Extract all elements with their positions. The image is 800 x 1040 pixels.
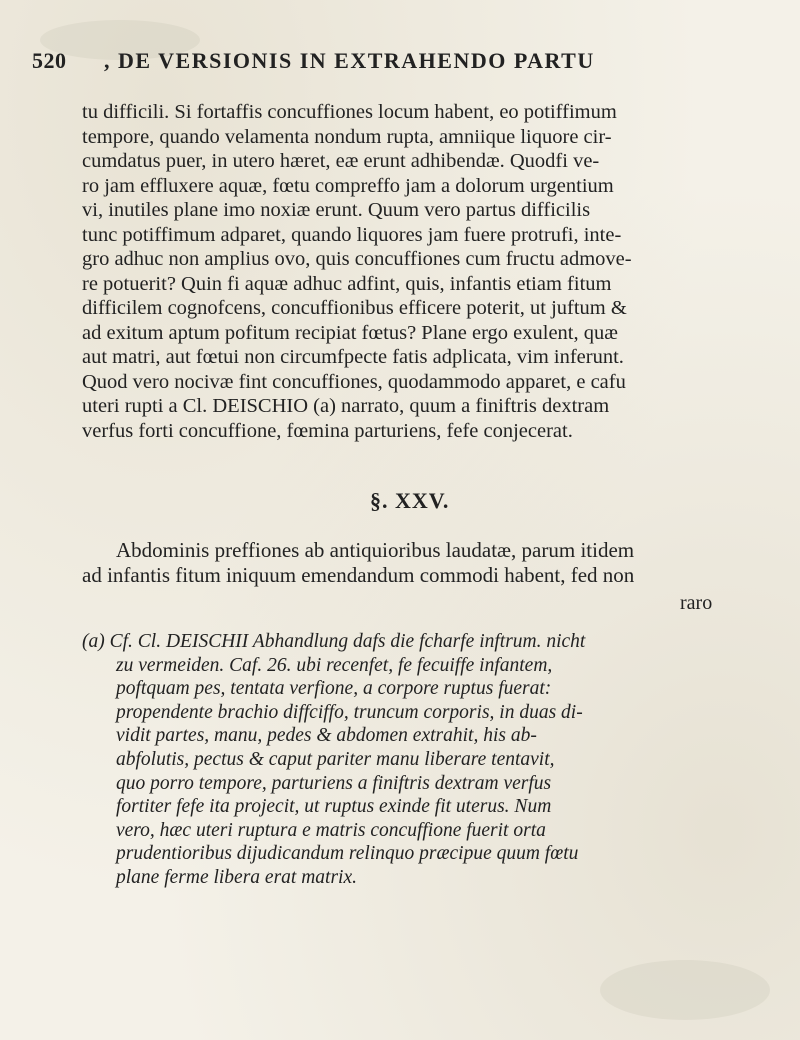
text-line: uteri rupti a Cl. DEISCHIO (a) narrato, quum a finiftris dextram (82, 395, 610, 417)
text-line: tempore, quando velamenta nondum rupta, amniique liquore cir- (82, 125, 612, 148)
text-line: cumdatus puer, in utero hæret, eæ erunt adhibendæ. Quodfi ve- (82, 150, 600, 172)
text-line: ad infantis fitum iniquum emendandum commodi habent, fed non (82, 562, 635, 587)
paper-stain (600, 960, 770, 1020)
footnote-line: fortiter fefe ita projecit, ut ruptus exinde fit uterus. Num (116, 796, 552, 818)
text-line: aut matri, aut fœtui non circumfpecte fatis adplicata, vim inferunt. (82, 346, 624, 368)
text-line: verfus forti concuffione, fœmina parturiens, fefe conjecerat. (82, 419, 573, 442)
text-line: ro jam effluxere aquæ, fœtu compreffo jam a dolorum urgentium (82, 174, 614, 197)
paragraph-section (82, 538, 762, 587)
text-line: vi, inutiles plane imo noxiæ erunt. Quum vero partus difficilis (82, 199, 591, 221)
text-line: Quod vero nocivæ fint concuffiones, quodammodo apparet, e cafu (82, 370, 626, 393)
footnote (82, 630, 762, 890)
paragraph-main (82, 100, 762, 443)
section-heading: §. XXV. (370, 488, 450, 513)
page-header (32, 48, 772, 80)
text-line: re potuerit? Quin fi aquæ adhuc adfint, quis, infantis etiam fitum (82, 272, 612, 295)
footnote-line: abfolutis, pectus & caput pariter manu liberare tentavit, (116, 748, 555, 770)
footnote-line: plane ferme libera erat matrix. (116, 866, 357, 888)
footnote-line: poftquam pes, tentata verfione, a corpore ruptus fuerat: (116, 678, 552, 700)
catchword: raro (680, 592, 713, 614)
text-line: ad exitum aptum pofitum recipiat fœtus? Plane ergo exulent, quæ (82, 321, 618, 344)
footnote-line: (a) Cf. Cl. DEISCHII Abhandlung dafs die fcharfe inftrum. nicht (82, 631, 586, 652)
footnote-line: zu vermeiden. Caf. 26. ubi recenfet, fe fecuiffe infantem, (116, 654, 553, 676)
text-line: tunc potiffimum adparet, quando liquores jam fuere protrufi, inte- (82, 223, 622, 246)
text-line: tu difficili. Si fortaffis concuffiones locum habent, eo potiffimum (82, 101, 617, 123)
footnote-line: vidit partes, manu, pedes & abdomen extrahit, his ab- (116, 725, 537, 747)
text-line: gro adhuc non amplius ovo, quis concuffiones cum fructu admove- (82, 248, 632, 270)
running-head: , DE VERSIONIS IN EXTRAHENDO PARTU (104, 48, 595, 73)
text-line: difficilem cognofcens, concuffionibus efficere poterit, ut juftum & (82, 297, 627, 319)
page-number: 520 (32, 48, 67, 73)
footnote-line: quo porro tempore, parturiens a finiftris dextram verfus (116, 772, 552, 794)
footnote-line: vero, hæc uteri ruptura e matris concuffione fuerit orta (116, 819, 546, 841)
footnote-line: prudentioribus dijudicandum relinquo præcipue quum fœtu (116, 843, 579, 865)
footnote-line: propendente brachio diffciffo, truncum corporis, in duas di- (116, 701, 583, 723)
text-line: Abdominis preffiones ab antiquioribus laudatæ, parum itidem (116, 538, 635, 562)
